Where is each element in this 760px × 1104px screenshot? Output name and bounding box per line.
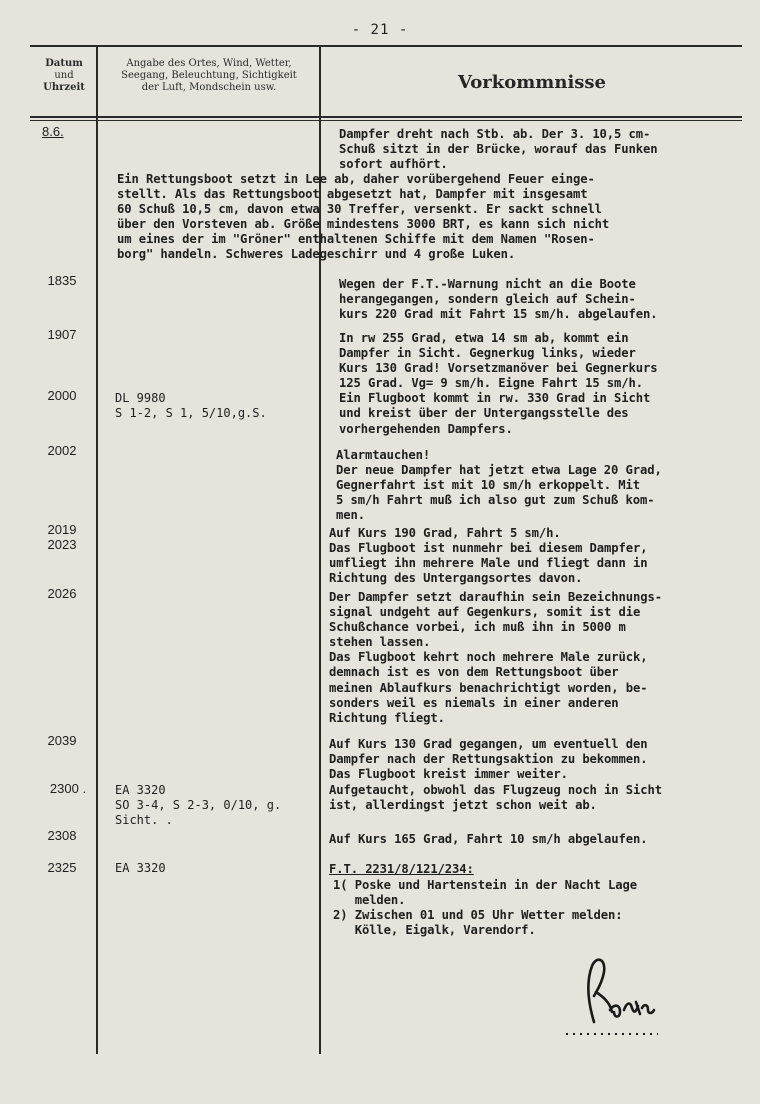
handwritten-signature (566, 952, 666, 1038)
header-time-label: Uhrzeit (43, 82, 85, 93)
time-2039: 2039 (47, 733, 77, 748)
entry-2325-title: F.T. 2231/8/121/234: (329, 862, 474, 876)
entry-2325: 1( Poske und Hartenstein in der Nacht Lage melden. 2) Zwischen 01 und 05 Uhr Wetter melden: Kölle, Eigalk, Varendorf. (333, 878, 637, 938)
header-events: Vorkommnisse (457, 72, 607, 93)
entry-1835: Wegen der F.T.-Warnung nicht an die Boote herangegangen, sondern gleich auf Schein- kurs 220 Grad mit Fahrt 15 sm/h. abgelaufen. (339, 277, 658, 322)
header-date-label: Datum (45, 58, 83, 69)
entry-2026: Der Dampfer setzt daraufhin sein Bezeichnungs- signal undgeht auf Gegenkurs, somit ist die Schußchance vorbei, ich muß ihn in 5000 m stehen lassen. Das Flugboot kehrt noch mehrere Male zurück, demnach ist es von dem Rettungsboot über meinen Ablaufkurs benachrichtigt worden, be- sonders weil es niemals in einer anderen Richtung fliegt. (329, 590, 662, 725)
header-und-label: und (54, 70, 74, 81)
location-2000: DL 9980 S 1-2, S 1, 5/10,g.S. (115, 391, 267, 420)
location-2300: EA 3320 SO 3-4, S 2-3, 0/10, g. Sicht. . (115, 783, 282, 827)
location-2325: EA 3320 (115, 861, 166, 875)
entry-date: 8.6. (42, 124, 64, 139)
header-bottom-rule-2 (30, 120, 742, 121)
time-1835: 1835 (47, 273, 77, 288)
time-1907: 1907 (47, 327, 77, 342)
header-location-line-1: Angabe des Ortes, Wind, Wetter, (126, 58, 292, 69)
entry-2019: Auf Kurs 190 Grad, Fahrt 5 sm/h. (329, 526, 561, 540)
header-location-weather (100, 58, 318, 94)
header-top-rule (30, 45, 742, 47)
time-2023: 2023 (47, 537, 77, 552)
entry-rettungsboot: Ein Rettungsboot setzt in Lee ab, daher vorübergehend Feuer einge- stellt. Als das Rettungsboot abgesetzt hat, Dampfer mit insgesamt 60 Schuß 10,5 cm, davon etwa 30 Treffer, versenkt. Er sackt schnell über den Vorsteven ab. Größe mindestens 3000 BRT, es kann sich nicht um eines der im "Gröner" enthaltenen Schiffe mit dem Namen "Rosen- borg" handeln. Schweres Ladegeschirr und 4 große Luken. (117, 172, 610, 262)
header-bottom-rule (30, 116, 742, 118)
entry-2023: Das Flugboot ist nunmehr bei diesem Dampfer, umfliegt ihn mehrere Male und fliegt dann in Richtung des Untergangsortes davon. (329, 541, 648, 586)
page-number: - 21 - (351, 22, 409, 38)
entry-dampfer-dreht: Dampfer dreht nach Stb. ab. Der 3. 10,5 cm- Schuß sitzt in der Brücke, worauf das Funken sofort aufhört. (339, 127, 658, 172)
header-date-time (32, 58, 96, 94)
entry-2039: Auf Kurs 130 Grad gegangen, um eventuell den Dampfer nach der Rettungsaktion zu bekommen. Das Flugboot kreist immer weiter. (329, 737, 648, 782)
header-location-line-3: der Luft, Mondschein usw. (141, 82, 277, 93)
time-2019: 2019 (47, 522, 77, 537)
header-location-line-2: Seegang, Beleuchtung, Sichtigkeit (121, 70, 297, 81)
column-rule-1 (96, 47, 98, 1054)
entry-2002: Alarmtauchen! Der neue Dampfer hat jetzt etwa Lage 20 Grad, Gegnerfahrt ist mit 10 sm/h erkoppelt. Mit 5 sm/h Fahrt muß ich also gut zum Schuß kom- men. (336, 448, 662, 523)
time-2000: 2000 (47, 388, 77, 403)
time-2026: 2026 (47, 586, 77, 601)
entry-2308: Auf Kurs 165 Grad, Fahrt 10 sm/h abgelaufen. (329, 832, 648, 846)
time-2002: 2002 (47, 443, 77, 458)
time-2300: 2300 . (49, 781, 87, 796)
entry-1907: In rw 255 Grad, etwa 14 sm ab, kommt ein Dampfer in Sicht. Gegnerkug links, wieder Kurs 130 Grad! Vorsetzmanöver bei Gegnerkurs 125 Grad. Vg= 9 sm/h. Eigne Fahrt 15 sm/h. Ein Flugboot kommt in rw. 330 Grad in Sicht und kreist über der Untergangsstelle des vorhergehenden Dampfers. (339, 331, 658, 436)
time-2308: 2308 (47, 828, 77, 843)
time-2325: 2325 (47, 860, 77, 875)
entry-2300: Aufgetaucht, obwohl das Flugzeug noch in Sicht ist, allerdingst jetzt schon weit ab. (329, 783, 662, 813)
